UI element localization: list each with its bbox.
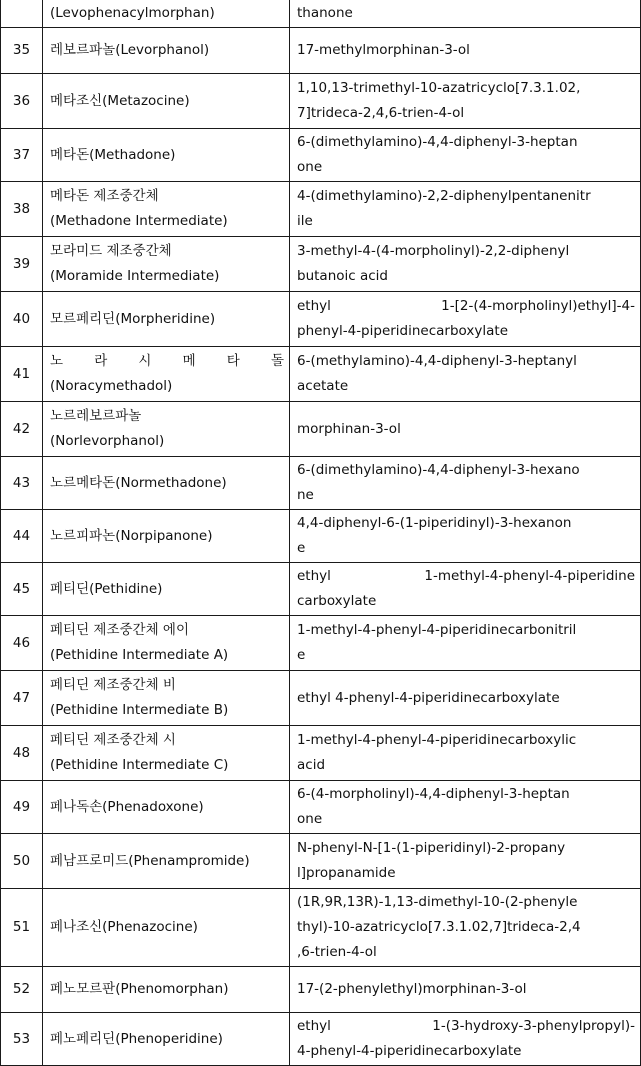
substance-name xyxy=(43,616,290,671)
chemical-name-line: ethyl 1-methyl-4-phenyl-4-piperidine xyxy=(297,568,635,584)
table-row xyxy=(1,74,641,129)
chemical-name xyxy=(290,889,641,967)
substance-name-line: (Pethidine Intermediate C) xyxy=(50,757,229,773)
chemical-name xyxy=(290,292,641,347)
table-row xyxy=(1,616,641,671)
chemical-name-line: one xyxy=(297,159,323,175)
table-row xyxy=(1,457,641,510)
substance-name-line: 페노모르판(Phenomorphan) xyxy=(50,981,229,997)
table-body xyxy=(1,0,641,1066)
chemical-name xyxy=(290,74,641,129)
chemical-name-line: one xyxy=(297,811,323,827)
row-number: 41 xyxy=(1,347,43,402)
chemical-name-line: 4-(dimethylamino)-2,2-diphenylpentanenitr xyxy=(297,188,591,204)
chemical-name-line: (1R,9R,13R)-1,13-dimethyl-10-(2-phenyle xyxy=(297,894,578,910)
substance-name xyxy=(43,967,290,1013)
row-number: 37 xyxy=(1,129,43,182)
chemical-name xyxy=(290,129,641,182)
chemical-name-line: ethyl 1-[2-(4-morpholinyl)ethyl]-4- xyxy=(297,298,635,314)
chemical-name-line: carboxylate xyxy=(297,593,377,609)
substance-name xyxy=(43,1013,290,1066)
substance-name xyxy=(43,347,290,402)
row-number: 48 xyxy=(1,726,43,781)
substance-name-line: 페노페리딘(Phenoperidine) xyxy=(50,1030,223,1047)
table-row xyxy=(1,1013,641,1066)
chemical-name xyxy=(290,182,641,237)
table-row xyxy=(1,563,641,616)
chemical-name-line: thanone xyxy=(297,5,353,21)
chemical-name xyxy=(290,28,641,74)
row-number: 36 xyxy=(1,74,43,129)
chemical-name-line: e xyxy=(297,540,306,556)
table-row xyxy=(1,347,641,402)
row-number: 40 xyxy=(1,292,43,347)
substance-name-line: 페티딘 제조중간체 에이 xyxy=(50,622,189,638)
row-number: 51 xyxy=(1,889,43,967)
substance-name-line: 노 라 시 메 타 돌 xyxy=(50,353,284,369)
substance-name xyxy=(43,402,290,457)
chemical-name-line: 6-(dimethylamino)-4,4-diphenyl-3-hexano xyxy=(297,462,580,478)
substance-name-line: 모르페리딘(Morpheridine) xyxy=(50,310,216,327)
chemical-name xyxy=(290,347,641,402)
chemical-name xyxy=(290,726,641,781)
substance-name xyxy=(43,28,290,74)
substance-name-line: 노르메타돈(Normethadone) xyxy=(50,474,227,491)
table-row xyxy=(1,28,641,74)
table-row xyxy=(1,237,641,292)
substance-name-line: 페나독손(Phenadoxone) xyxy=(50,798,204,815)
chemical-name-line: N-phenyl-N-[1-(1-piperidinyl)-2-propany xyxy=(297,840,566,856)
chemical-name-line: 6-(4-morpholinyl)-4,4-diphenyl-3-heptan xyxy=(297,786,570,802)
chemical-name-line: acetate xyxy=(297,378,349,394)
chemical-name-line: ile xyxy=(297,213,313,229)
chemical-name-line: 17-methylmorphinan-3-ol xyxy=(297,42,470,58)
substance-name xyxy=(43,671,290,726)
row-number: 52 xyxy=(1,967,43,1013)
chemical-name-line: 1-methyl-4-phenyl-4-piperidinecarboxylic xyxy=(297,732,577,748)
substance-name-line: 모라미드 제조중간체 xyxy=(50,243,172,259)
chemical-name-line: 1,10,13-trimethyl-10-azatricyclo[7.3.1.02, xyxy=(297,80,581,96)
chemical-name-line: ne xyxy=(297,487,314,503)
substance-name xyxy=(43,781,290,834)
substance-name-line: 페남프로미드(Phenampromide) xyxy=(50,852,250,869)
substance-name xyxy=(43,129,290,182)
table-row xyxy=(1,834,641,889)
chemical-name-line: e xyxy=(297,647,306,663)
chemical-name xyxy=(290,1013,641,1066)
chemical-name-line: 7]trideca-2,4,6-trien-4-ol xyxy=(297,105,465,121)
substance-name-line: 페티딘 제조중간체 비 xyxy=(50,677,176,693)
row-number: 39 xyxy=(1,237,43,292)
substance-name-line: (Pethidine Intermediate A) xyxy=(50,647,229,663)
chemical-name xyxy=(290,781,641,834)
substance-name xyxy=(43,237,290,292)
chemical-name-line: ,6-trien-4-ol xyxy=(297,944,377,960)
chemical-name-line: 1-methyl-4-phenyl-4-piperidinecarbonitril xyxy=(297,622,577,638)
table-row xyxy=(1,781,641,834)
substance-name-line: (Noracymethadol) xyxy=(50,378,173,394)
chemical-name-line: 6-(methylamino)-4,4-diphenyl-3-heptanyl xyxy=(297,353,577,369)
chemical-name-line: 4,4-diphenyl-6-(1-piperidinyl)-3-hexanon xyxy=(297,515,572,531)
row-number xyxy=(1,0,43,28)
row-number: 46 xyxy=(1,616,43,671)
chemical-name-line: phenyl-4-piperidinecarboxylate xyxy=(297,323,508,339)
substance-name-line: 페티딘(Pethidine) xyxy=(50,580,163,597)
row-number: 42 xyxy=(1,402,43,457)
substance-name-line: 페티딘 제조중간체 시 xyxy=(50,732,176,748)
substance-name xyxy=(43,834,290,889)
chemical-name-line: thyl)-10-azatricyclo[7.3.1.02,7]trideca-2,4 xyxy=(297,919,581,935)
substance-name-line: (Norlevorphanol) xyxy=(50,433,165,449)
chemical-name-line: butanoic acid xyxy=(297,268,388,284)
substance-name-line: 노르피파논(Norpipanone) xyxy=(50,527,213,544)
chemical-name xyxy=(290,510,641,563)
row-number: 53 xyxy=(1,1013,43,1066)
table-row xyxy=(1,182,641,237)
substance-name-line: (Pethidine Intermediate B) xyxy=(50,702,229,718)
row-number: 43 xyxy=(1,457,43,510)
substance-name xyxy=(43,457,290,510)
table-row xyxy=(1,726,641,781)
row-number: 45 xyxy=(1,563,43,616)
row-number: 47 xyxy=(1,671,43,726)
chemical-name-line: l]propanamide xyxy=(297,865,396,881)
table-row xyxy=(1,0,641,28)
chemical-name-line: 6-(dimethylamino)-4,4-diphenyl-3-heptan xyxy=(297,134,578,150)
substance-name xyxy=(43,726,290,781)
chemical-name-line: ethyl 1-(3-hydroxy-3-phenylpropyl)- xyxy=(297,1018,635,1034)
chemical-name-line: 17-(2-phenylethyl)morphinan-3-ol xyxy=(297,981,527,997)
table-row xyxy=(1,402,641,457)
chemical-name xyxy=(290,457,641,510)
chemical-name xyxy=(290,671,641,726)
chemical-name-line: 4-phenyl-4-piperidinecarboxylate xyxy=(297,1043,522,1059)
chemical-name-line: acid xyxy=(297,757,326,773)
substance-name-line: 노르레보르파놀 xyxy=(50,408,142,424)
substance-name xyxy=(43,74,290,129)
substance-name xyxy=(43,0,290,28)
table-row xyxy=(1,671,641,726)
substance-name xyxy=(43,182,290,237)
row-number: 38 xyxy=(1,182,43,237)
chemical-name xyxy=(290,834,641,889)
table-row xyxy=(1,889,641,967)
substance-name-line: (Moramide Intermediate) xyxy=(50,268,220,284)
chemical-name xyxy=(290,0,641,28)
substance-name xyxy=(43,889,290,967)
row-number: 44 xyxy=(1,510,43,563)
substance-name-line: 메타조신(Metazocine) xyxy=(50,92,190,109)
substance-name xyxy=(43,292,290,347)
row-number: 35 xyxy=(1,28,43,74)
substance-name-line: 페나조신(Phenazocine) xyxy=(50,919,198,935)
table-row xyxy=(1,967,641,1013)
table-row xyxy=(1,292,641,347)
substance-name xyxy=(43,563,290,616)
substance-name-line: 메타돈 제조중간체 xyxy=(50,188,159,204)
chemical-name xyxy=(290,616,641,671)
substance-name-line: (Methadone Intermediate) xyxy=(50,213,228,229)
substance-name-line: 메타돈(Methadone) xyxy=(50,146,176,163)
chemical-name-line: morphinan-3-ol xyxy=(297,420,401,437)
table-row xyxy=(1,129,641,182)
substance-name-line: (Levophenacylmorphan) xyxy=(50,5,215,21)
chemical-name-line: 3-methyl-4-(4-morpholinyl)-2,2-diphenyl xyxy=(297,243,570,259)
chemical-name xyxy=(290,967,641,1013)
row-number: 50 xyxy=(1,834,43,889)
substance-name-line: 레보르파놀(Levorphanol) xyxy=(50,42,210,58)
chemical-name xyxy=(290,563,641,616)
chemical-name xyxy=(290,402,641,457)
table-row xyxy=(1,510,641,563)
chemical-name-line: ethyl 4-phenyl-4-piperidinecarboxylate xyxy=(297,689,560,706)
substance-name xyxy=(43,510,290,563)
chemical-name xyxy=(290,237,641,292)
row-number: 49 xyxy=(1,781,43,834)
